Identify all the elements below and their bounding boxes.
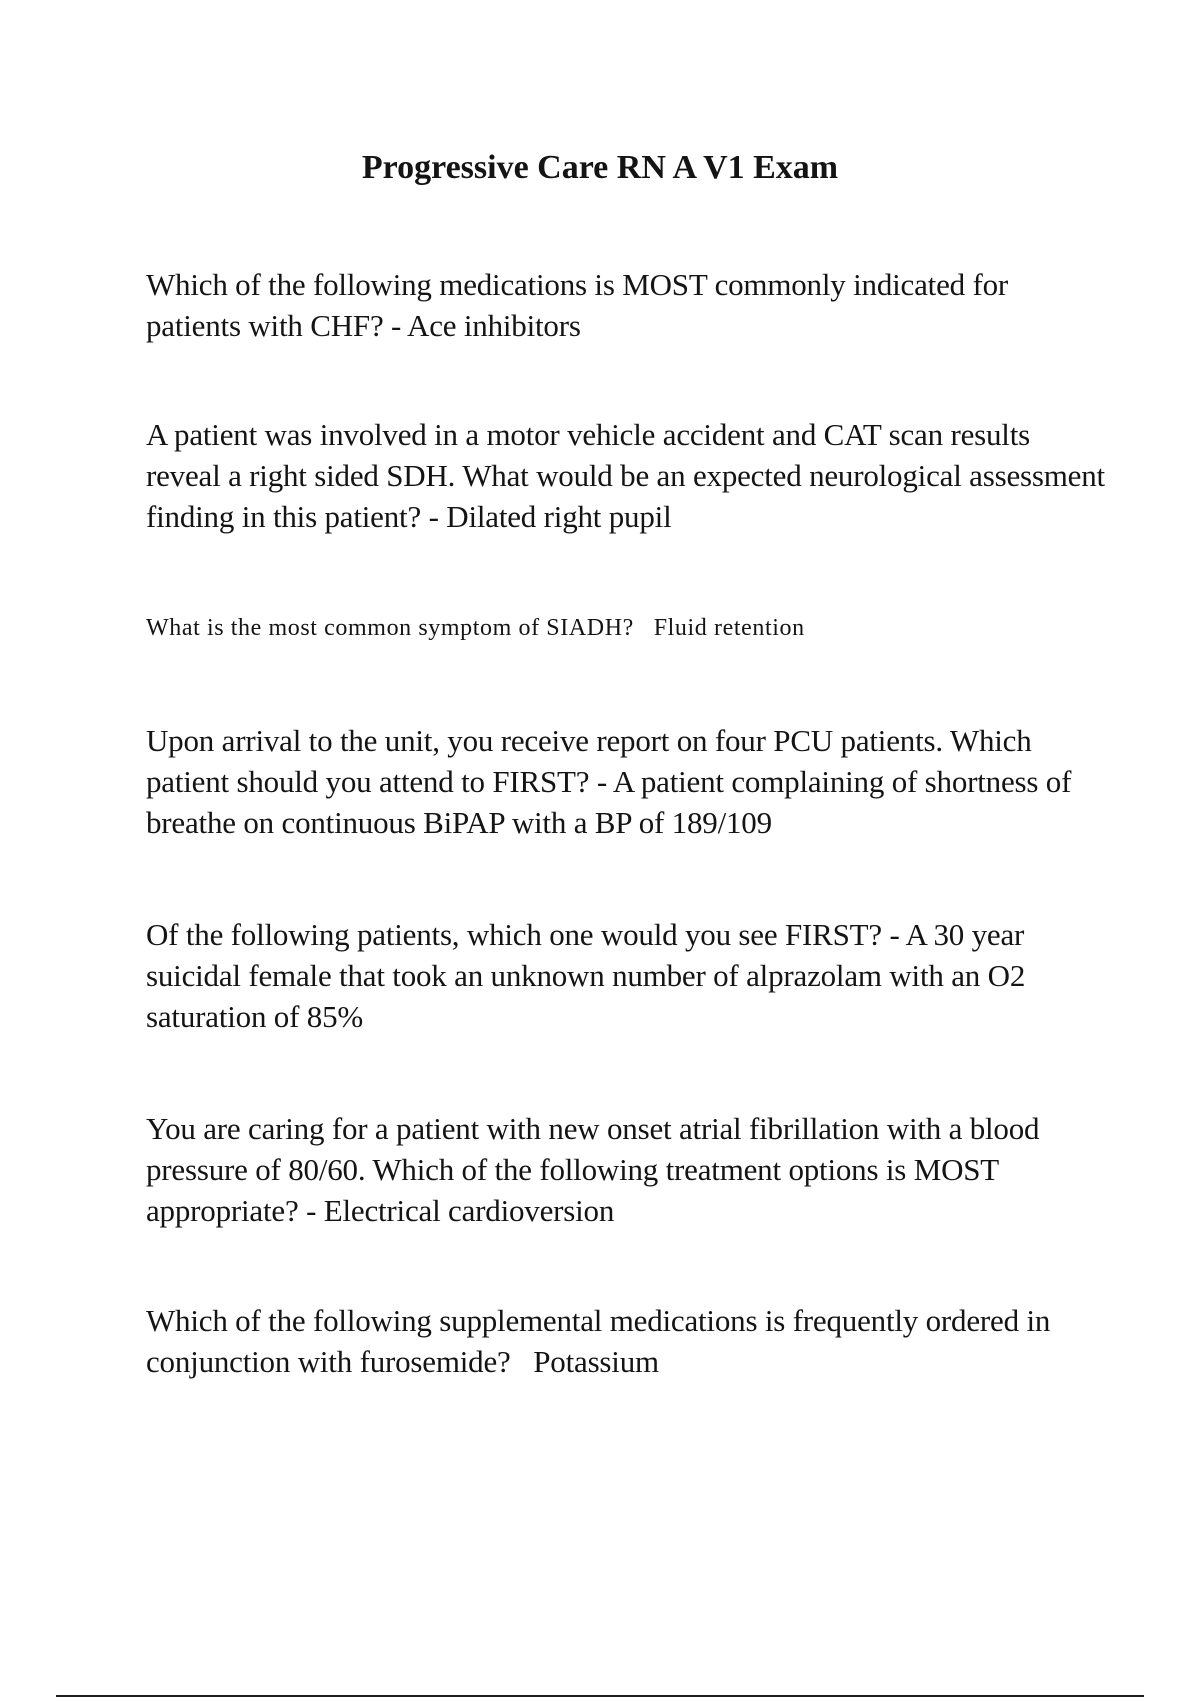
question-text: Upon arrival to the unit, you receive report on four PCU patients. Which patient should you attend to FIRST? [146,723,1032,799]
qa-separator: - [881,917,906,952]
qa-separator [511,1344,534,1379]
answer-text: Potassium [533,1344,659,1379]
qa-item-3 [146,610,1106,646]
qa-separator: - [421,499,447,534]
question-text: What is the most common symptom of SIADH? [146,615,634,641]
qa-item-7 [146,1300,1106,1382]
qa-separator [634,615,654,641]
answer-text: Fluid retention [653,615,805,641]
answer-text: Dilated right pupil [446,499,672,534]
qa-separator: - [589,764,613,799]
document-title: Progressive Care RN A V1 Exam [361,149,839,186]
answer-text: A 30 year suicidal female that took an unknown number of alprazolam with an O2 saturation of 85% [146,917,1026,1034]
qa-item-4 [146,720,1106,843]
answer-text: A patient complaining of shortness of breathe on continuous BiPAP with a BP of 189/109 [146,764,1072,840]
qa-separator: - [298,1193,324,1228]
qa-item-2 [146,414,1106,537]
question-text: Which of the following medications is MOST commonly indicated for patients with CHF? [146,267,1009,343]
answer-text: Ace inhibitors [407,308,581,343]
question-text: Of the following patients, which one would you see FIRST? [146,917,882,952]
question-text: A patient was involved in a motor vehicle accident and CAT scan results reveal a right sided SDH. What would be an expected neurological assessment finding in this patient? [146,417,1105,534]
qa-item-6 [146,1108,1106,1231]
qa-item-5 [146,914,1106,1037]
question-text: You are caring for a patient with new onset atrial fibrillation with a blood pressure of 80/60. Which of the following treatment options is MOST appropriate? [146,1111,1040,1228]
question-text: Which of the following supplemental medications is frequently ordered in conjunction with furosemide? [146,1303,1051,1379]
qa-item-1 [146,264,1106,346]
qa-separator: - [383,308,408,343]
page-bottom-rule [56,1695,1144,1697]
answer-text: Electrical cardioversion [323,1193,615,1228]
